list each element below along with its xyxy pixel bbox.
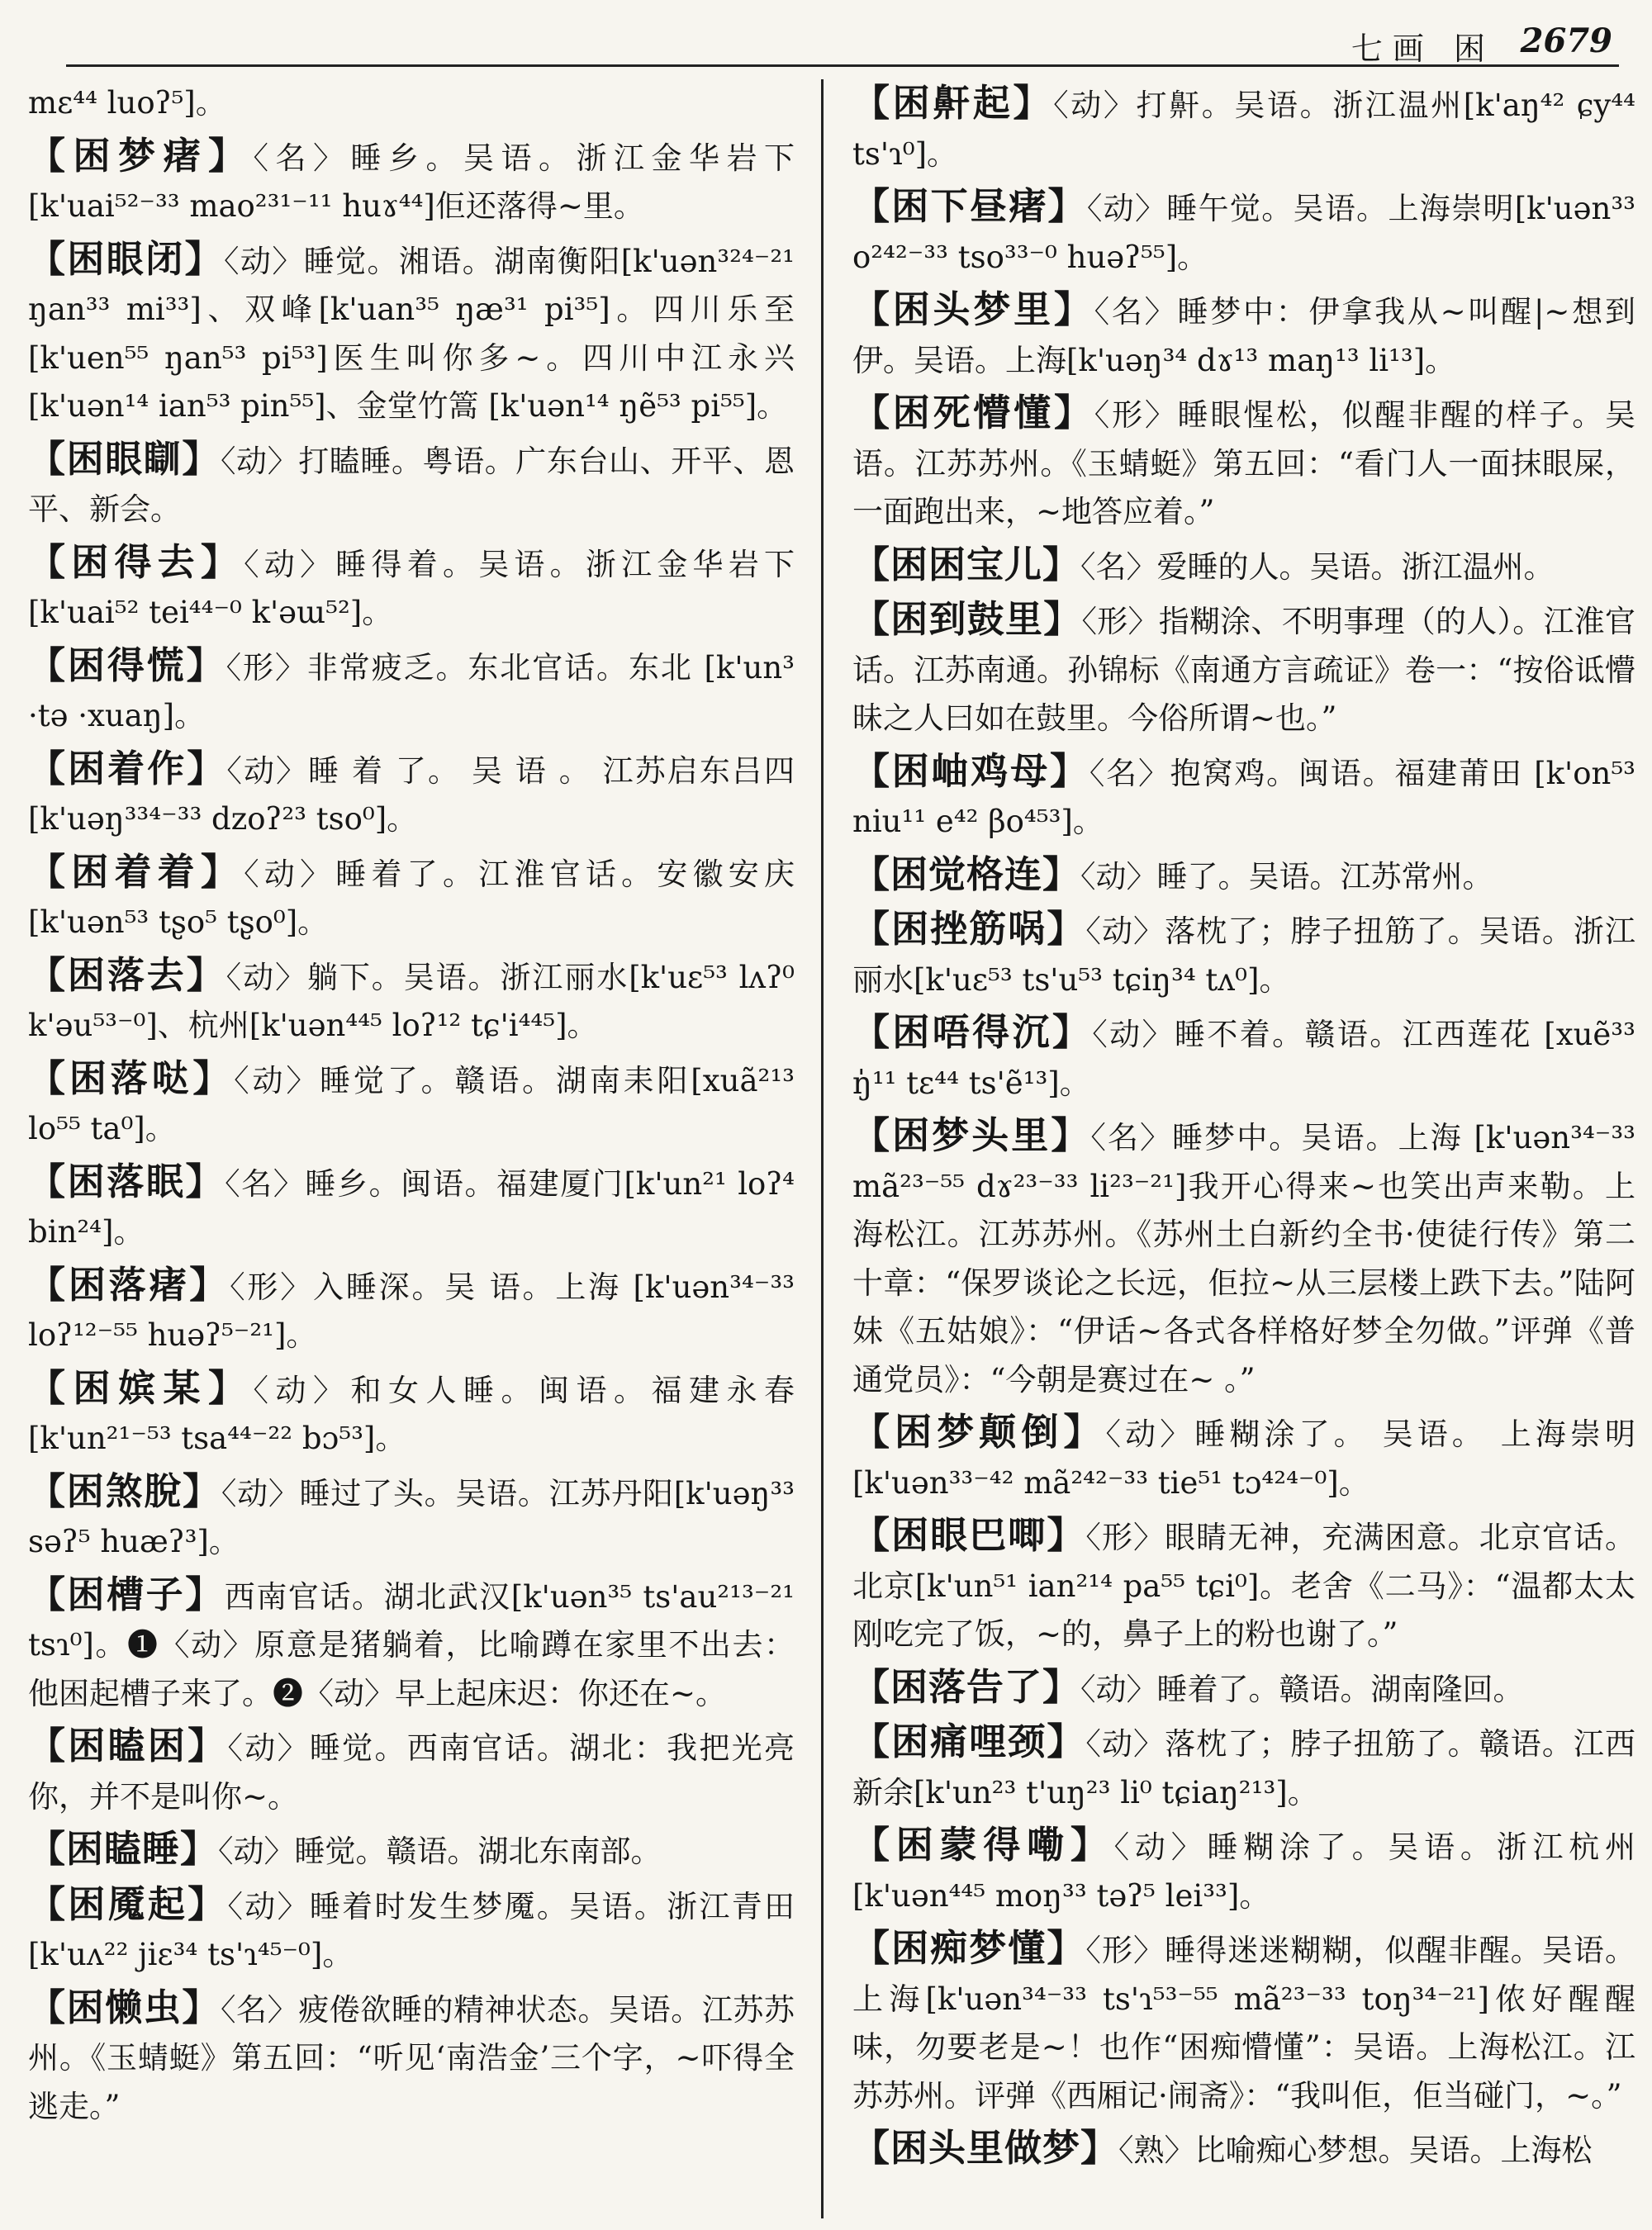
entry-headword: 【困挫筋㖞】 bbox=[852, 907, 1086, 951]
entry-definition: 〈名〉疲倦欲睡的精神状态。吴语。江苏苏州。《玉蜻蜓》第五回：“听见‘南浩金’三个字，~吓得全逃走。” bbox=[28, 1991, 795, 2124]
entry-definition: 〈动〉睡着时发生梦魇。吴语。浙江青田[k'uʌ²² jiɛ³⁴ ts'ɿ⁴⁵⁻⁰]。 bbox=[28, 1888, 795, 1972]
entry-definition: 〈名〉爱睡的人。吴语。浙江温州。 bbox=[1080, 548, 1555, 585]
dictionary-entry bbox=[852, 79, 1635, 178]
entry-headword: 【困眼巴唧】 bbox=[852, 1513, 1086, 1557]
entry-definition: 〈动〉睡得着。吴语。浙江金华岩下 [k'uai⁵² tei⁴⁴⁻⁰ k'əɯ⁵²]。 bbox=[28, 546, 795, 630]
entry-headword: 【困落去】 bbox=[28, 952, 226, 997]
entry-definition: 〈形〉入睡深。吴 语。上海 [k'uən³⁴⁻³³ loʔ¹²⁻⁵⁵ huəʔ⁵⁻²¹]。 bbox=[28, 1269, 795, 1353]
entry-headword: 【困头梦里】 bbox=[852, 287, 1094, 331]
column-divider bbox=[821, 79, 824, 2218]
dictionary-entry bbox=[852, 2124, 1635, 2175]
dictionary-entry bbox=[852, 1924, 1635, 2120]
entry-headword: 【困痛哩颈】 bbox=[852, 1720, 1086, 1763]
entry-headword: 【困落哒】 bbox=[28, 1056, 235, 1100]
dictionary-entry bbox=[28, 1881, 795, 1980]
dictionary-entry bbox=[852, 389, 1635, 537]
entry-definition: 〈动〉睡着了。江淮官话。安徽安庆[k'uən⁵³ tʂo⁵ tʂo⁰]。 bbox=[28, 856, 795, 940]
entry-definition: 〈动〉睡 着 了。 吴 语 。 江苏启东吕四[k'uəŋ³³⁴⁻³³ dzoʔ²³ tso⁰]。 bbox=[28, 752, 795, 837]
entry-definition: 〈动〉睡不着。赣语。江西莲花 [xuẽ³³ ŋ̍¹¹ tɛ⁴⁴ ts'ẽ¹³]。 bbox=[852, 1017, 1635, 1101]
entry-headword: 【困下昼瘏】 bbox=[852, 184, 1087, 228]
entry-headword: 【困痴梦懂】 bbox=[852, 1926, 1086, 1970]
entry-headword: 【困瞌睡】 bbox=[28, 1827, 219, 1871]
entry-headword: 【困得去】 bbox=[28, 539, 244, 584]
entry-headword: 【困着作】 bbox=[28, 746, 227, 790]
dictionary-entry bbox=[852, 541, 1635, 592]
entry-definition: 〈动〉打瞌睡。粤语。广东台山、开平、恩平、新会。 bbox=[28, 443, 795, 527]
dictionary-entry bbox=[28, 848, 795, 947]
entry-definition: 〈动〉睡着了。赣语。湖南隆回。 bbox=[1080, 1671, 1524, 1707]
dictionary-entry bbox=[852, 1718, 1635, 1817]
dictionary-entry bbox=[852, 183, 1635, 282]
entry-definition: 〈熟〉比喻痴心梦想。吴语。上海松 bbox=[1118, 2133, 1593, 2168]
entry-headword: 【困得慌】 bbox=[28, 643, 226, 687]
page-number: 2679 bbox=[1520, 21, 1612, 60]
dictionary-entry bbox=[28, 435, 795, 534]
entry-headword: 【困嫔某】 bbox=[28, 1365, 254, 1410]
entry-headword: 【困觉格连】 bbox=[852, 852, 1081, 896]
entry-headword: 【困岫鸡母】 bbox=[852, 748, 1089, 793]
dictionary-entry bbox=[28, 745, 795, 844]
entry-definition: 〈动〉睡觉。湘语。湖南衡阳[k'uən³²⁴⁻²¹ ŋan³³ mi³³]、双峰[k'uan³⁵ ŋæ³¹ pi³⁵]。四川乐至[k'uen⁵⁵ ŋan⁵³ pi⁵³]医生叫你多~。四川中江永兴[k'uən¹⁴ ian⁵³ pin⁵⁵]、金堂竹篙 [k'uən¹⁴ ŋẽ⁵³ pi⁵⁵]。 bbox=[28, 243, 795, 424]
entry-headword: 【困死懵懂】 bbox=[852, 391, 1094, 434]
entry-definition: 〈动〉睡午觉。吴语。上海崇明[k'uən³³ o²⁴²⁻³³ tso³³⁻⁰ huəʔ⁵⁵]。 bbox=[852, 191, 1635, 275]
entry-headword: 【困梦头里】 bbox=[852, 1113, 1091, 1157]
dictionary-entry bbox=[852, 905, 1635, 1004]
entry-headword: 【困落眠】 bbox=[28, 1159, 225, 1203]
dictionary-entry bbox=[28, 1984, 795, 2132]
dictionary-entry bbox=[852, 1408, 1635, 1507]
dictionary-entry bbox=[28, 539, 795, 638]
dictionary-entry bbox=[28, 1364, 795, 1464]
entry-headword: 【困鼾起】 bbox=[852, 81, 1054, 125]
dictionary-entry bbox=[852, 595, 1635, 743]
entry-definition: 〈名〉睡乡。吴语。浙江金华岩下[k'uai⁵²⁻³³ mao²³¹⁻¹¹ huɤ⁴⁴]佢还落得~里。 bbox=[28, 140, 795, 224]
dictionary-entry bbox=[28, 1055, 795, 1154]
entry-definition: 〈名〉抱窝鸡。闽语。福建莆田 [k'on⁵³ niu¹¹ e⁴² βo⁴⁵³]。 bbox=[852, 755, 1635, 839]
entry-definition: 〈动〉睡觉。赣语。湖北东南部。 bbox=[218, 1834, 662, 1869]
page-header bbox=[66, 17, 1619, 67]
entry-definition: 〈动〉睡过了头。吴语。江苏丹阳[k'uəŋ³³ səʔ⁵ huæʔ³]。 bbox=[28, 1475, 795, 1559]
entry-headword: 【困懒虫】 bbox=[28, 1985, 221, 2029]
entry-headword: 【困煞脫】 bbox=[28, 1468, 221, 1513]
right-column bbox=[852, 79, 1635, 2218]
entry-headword: 【困困宝儿】 bbox=[852, 542, 1081, 586]
entry-headword: 【困梦瘏】 bbox=[28, 133, 254, 178]
entry-definition: 〈动〉落枕了；脖子扭筋了。吴语。浙江丽水[k'uɛ⁵³ ts'u⁵³ tɕiŋ³⁴ tʌ⁰]。 bbox=[852, 913, 1635, 998]
entry-headword: 【困眼瞓】 bbox=[28, 436, 221, 481]
dictionary-entry bbox=[852, 286, 1635, 385]
entry-definition: 〈动〉睡了。吴语。江苏常州。 bbox=[1080, 858, 1493, 894]
entry-definition: 〈名〉睡乡。闽语。福建厦门[k'un²¹ loʔ⁴ bin²⁴]。 bbox=[28, 1165, 795, 1250]
entry-headword: 【困到鼓里】 bbox=[852, 597, 1082, 641]
entry-headword: 【困唔得沉】 bbox=[852, 1010, 1093, 1054]
dictionary-entry bbox=[28, 132, 795, 231]
dictionary-entry bbox=[28, 1158, 795, 1257]
entry-headword: 【困瞌困】 bbox=[28, 1724, 228, 1767]
entry-definition: 〈动〉躺下。吴语。浙江丽水[k'uɛ⁵³ lʌʔ⁰ k'əu⁵³⁻⁰]、杭州[k'uən⁴⁴⁵ loʔ¹² tɕ'i⁴⁴⁵]。 bbox=[28, 959, 795, 1043]
entry-headword: 【困梦颠倒】 bbox=[852, 1410, 1106, 1454]
dictionary-entry bbox=[28, 642, 795, 741]
entry-definition: 西南官话。湖北武汉[k'uən³⁵ ts'au²¹³⁻²¹ tsɿ⁰]。❶〈动〉原意是猪躺着，比喻蹲在家里不出去：他困起槽子来了。❷〈动〉早上起床迟：你还在~。 bbox=[28, 1578, 795, 1711]
entry-headword: 【困着着】 bbox=[28, 849, 244, 894]
dictionary-entry bbox=[852, 747, 1635, 847]
entry-headword: 【困槽子】 bbox=[28, 1572, 225, 1616]
entry-definition: 〈动〉睡觉了。赣语。湖南耒阳[xuã²¹³ lo⁵⁵ ta⁰]。 bbox=[28, 1062, 795, 1146]
dictionary-entry bbox=[28, 1825, 795, 1877]
entry-definition: 〈形〉非常疲乏。东北官话。东北 [k'un³ ·tə ·xuaŋ]。 bbox=[28, 649, 795, 733]
entry-headword: 【困落瘏】 bbox=[28, 1262, 230, 1307]
entry-definition: 〈动〉和女人睡。闽语。福建永春[k'un²¹⁻⁵³ tsa⁴⁴⁻²² bɔ⁵³]。 bbox=[28, 1372, 795, 1456]
entry-definition: 〈动〉落枕了；脖子扭筋了。赣语。江西新余[k'un²³ t'uŋ²³ li⁰ tɕiaŋ²¹³]。 bbox=[852, 1726, 1635, 1810]
dictionary-entry bbox=[28, 1571, 795, 1719]
dictionary-entry bbox=[28, 1468, 795, 1567]
dictionary-entry bbox=[852, 1821, 1635, 1920]
entry-headword: 【困眼闭】 bbox=[28, 236, 225, 281]
entry-headword: 【困落告了】 bbox=[852, 1664, 1081, 1709]
entry-headword: 【困魇起】 bbox=[28, 1881, 228, 1926]
entry-headword: 【困头里做梦】 bbox=[852, 2126, 1119, 2170]
right-entry-list bbox=[852, 79, 1635, 2175]
entry-headword: 【困蒙得嘞】 bbox=[852, 1823, 1114, 1867]
entry-definition: 〈名〉睡梦中：伊拿我从~叫醒|~想到伊。吴语。上海[k'uəŋ³⁴ dɤ¹³ maŋ¹³ li¹³]。 bbox=[852, 294, 1635, 378]
entry-definition: 〈动〉睡糊涂了。 吴语。 上海崇明[k'uən³³⁻⁴² mã²⁴²⁻³³ tie⁵¹ tɔ⁴²⁴⁻⁰]。 bbox=[852, 1416, 1635, 1501]
section-title: 七画 困 bbox=[1351, 31, 1495, 67]
entry-definition: 〈形〉指糊涂、不明事理（的人）。江淮官话。江苏南通。孙锦标《南通方言疏证》卷一：“按俗诋懵昧之人曰如在鼓里。今俗所谓~也。” bbox=[852, 604, 1635, 736]
entry-definition: 〈名〉睡梦中。吴语。上海 [k'uən³⁴⁻³³ mã²³⁻⁵⁵ dɤ²³⁻³³ li²³⁻²¹]我开心得来~也笑出声来勒。上海松江。江苏苏州。《苏州土白新约全书·使徒行传》第二十章：“保罗谈论之长远，佢拉~从三层楼上跌下去。”陆阿妹《五姑娘》：“伊话~各式各样格好梦全勿做。”评弹《普通党员》：“今朝是赛过在~ 。” bbox=[852, 1120, 1635, 1397]
entry-definition: 〈形〉睡眼惺松，似醒非醒的样子。吴语。江苏苏州。《玉蜻蜓》第五回：“看门人一面抹眼屎，一面跑出来，~地答应着。” bbox=[852, 397, 1635, 529]
dictionary-entry bbox=[852, 851, 1635, 902]
dictionary-entry bbox=[28, 951, 795, 1051]
left-column bbox=[28, 79, 795, 2218]
dictionary-entry bbox=[852, 1008, 1635, 1108]
dictionary-entry bbox=[852, 1112, 1635, 1404]
dictionary-entry bbox=[852, 1511, 1635, 1659]
dictionary-entry bbox=[28, 1722, 795, 1821]
entry-definition: 〈形〉睡得迷迷糊糊，似醒非醒。吴语。上海[k'uən³⁴⁻³³ ts'ɿ⁵³⁻⁵⁵ mã²³⁻³³ toŋ³⁴⁻²¹]侬好醒醒味，勿要老是~！也作“困痴懵懂”：吴语。上海松江。江苏苏州。评弹《西厢记·闹斋》：“我叫佢，佢当碰门，~。” bbox=[852, 1933, 1635, 2114]
dictionary-entry bbox=[28, 235, 795, 431]
dictionary-entry bbox=[852, 1663, 1635, 1715]
continuation-text: mɛ⁴⁴ luoʔ⁵]。 bbox=[28, 85, 226, 121]
entry-definition: 〈动〉打鼾。吴语。浙江温州[k'aŋ⁴² ɕy⁴⁴ ts'ɿ⁰]。 bbox=[852, 88, 1635, 172]
entry-definition: 〈形〉眼睛无神，充满困意。北京官话。北京[k'un⁵¹ ian²¹⁴ pa⁵⁵ tɕi⁰]。老舍《二马》：“温都太太刚吃完了饭，~的，鼻子上的粉也谢了。” bbox=[852, 1520, 1635, 1652]
left-entry-list bbox=[28, 132, 795, 2132]
entry-definition: 〈动〉睡觉。西南官话。湖北：我把光亮你，并不是叫你~。 bbox=[28, 1730, 795, 1815]
dictionary-entry bbox=[28, 1261, 795, 1360]
entry-definition: 〈动〉睡糊涂了。吴语。浙江杭州[k'uən⁴⁴⁵ moŋ³³ təʔ⁵ lei³³]。 bbox=[852, 1829, 1635, 1914]
